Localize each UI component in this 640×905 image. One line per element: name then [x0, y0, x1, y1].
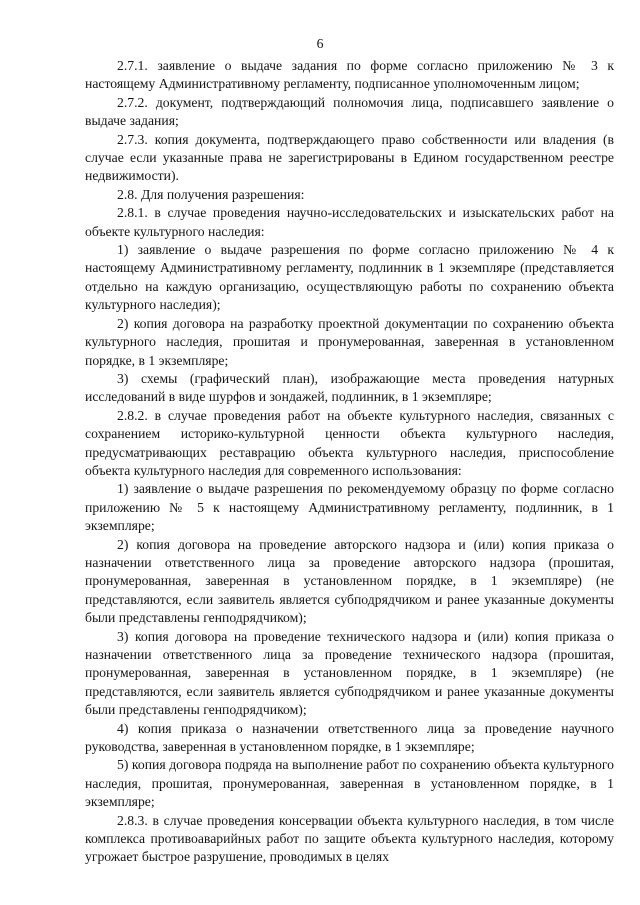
paragraph-2-8-1-item-2: 2) копия договора на разработку проектной документации по сохранению объекта культурного наследия, прошитая и пронумерованная, заверенная в установленном порядке, в 1 экземпляре; [85, 315, 614, 368]
paragraph-2-8-2: 2.8.2. в случае проведения работ на объекте культурного наследия, связанных с сохранением историко-культурной ценности объекта культурного наследия, предусматривающих реставрацию объекта культурного наследия, приспособление объекта культурного наследия для современного использования: [85, 407, 614, 478]
paragraph-2-8-2-item-3: 3) копия договора на проведение технического надзора и (или) копия приказа о назначении ответственного лица за проведение технического надзора (прошитая, пронумерованная, заверенная в установленном порядке, в 1 экземпляре) (не представляются, если заявитель является субподрядчиком и ранее указанные документы были представлены генподрядчиком); [85, 628, 614, 718]
paragraph-2-8-1-item-1: 1) заявление о выдаче разрешения по форме согласно приложению № 4 к настоящему Административному регламенту, подлинник в 1 экземпляре (представляется отдельно на каждую организацию, осуществляющую работы по сохранению объекта культурного наследия); [85, 242, 614, 313]
paragraph-2-8-3: 2.8.3. в случае проведения консервации объекта культурного наследия, в том числе комплекса противоаварийных работ по защите объекта культурного наследия, которому угрожает быстрое разрушение, проводимых в целях [85, 812, 614, 865]
paragraph-2-8-2-item-2: 2) копия договора на проведение авторского надзора и (или) копия приказа о назначении ответственного лица за проведение авторского надзора (прошитая, пронумерованная, заверенная в установленном порядке, в 1 экземпляре) (не представляются, если заявитель является субподрядчиком и ранее указанные документы были представлены генподрядчиком); [85, 536, 614, 626]
paragraph-2-8-1-item-3: 3) схемы (графический план), изображающие места проведения натурных исследований в виде шурфов и зондажей, подлинник, в 1 экземпляре; [85, 370, 614, 405]
document-body [85, 57, 614, 867]
paragraph-2-7-1: 2.7.1. заявление о выдаче задания по форме согласно приложению № 3 к настоящему Административному регламенту, подписанное уполномоченным лицом; [85, 58, 614, 92]
paragraph-2-8: 2.8. Для получения разрешения: [117, 186, 305, 202]
paragraph-2-7-3: 2.7.3. копия документа, подтверждающего право собственности или владения (в случае если указанные права не зарегистрированы в Едином государственном реестре недвижимости). [85, 131, 614, 184]
paragraph-2-8-2-item-4: 4) копия приказа о назначении ответственного лица за проведение научного руководства, заверенная в установленном порядке, в 1 экземпляре; [85, 720, 614, 755]
paragraph-2-7-2: 2.7.2. документ, подтверждающий полномочия лица, подписавшего заявление о выдаче задания; [85, 94, 614, 129]
page-number: 6 [316, 36, 324, 51]
paragraph-2-8-2-item-1: 1) заявление о выдаче разрешения по рекомендуемому образцу по форме согласно приложению № 5 к настоящему Административному регламенту, подлинник, в 1 экземпляре; [85, 481, 614, 534]
paragraph-2-8-1: 2.8.1. в случае проведения научно-исследовательских и изыскательских работ на объекте культурного наследия: [85, 205, 614, 239]
paragraph-2-8-2-item-5: 5) копия договора подряда на выполнение работ по сохранению объекта культурного наследия, прошитая, пронумерованная, заверенная в установленном порядке, в 1 экземпляре; [85, 757, 614, 810]
